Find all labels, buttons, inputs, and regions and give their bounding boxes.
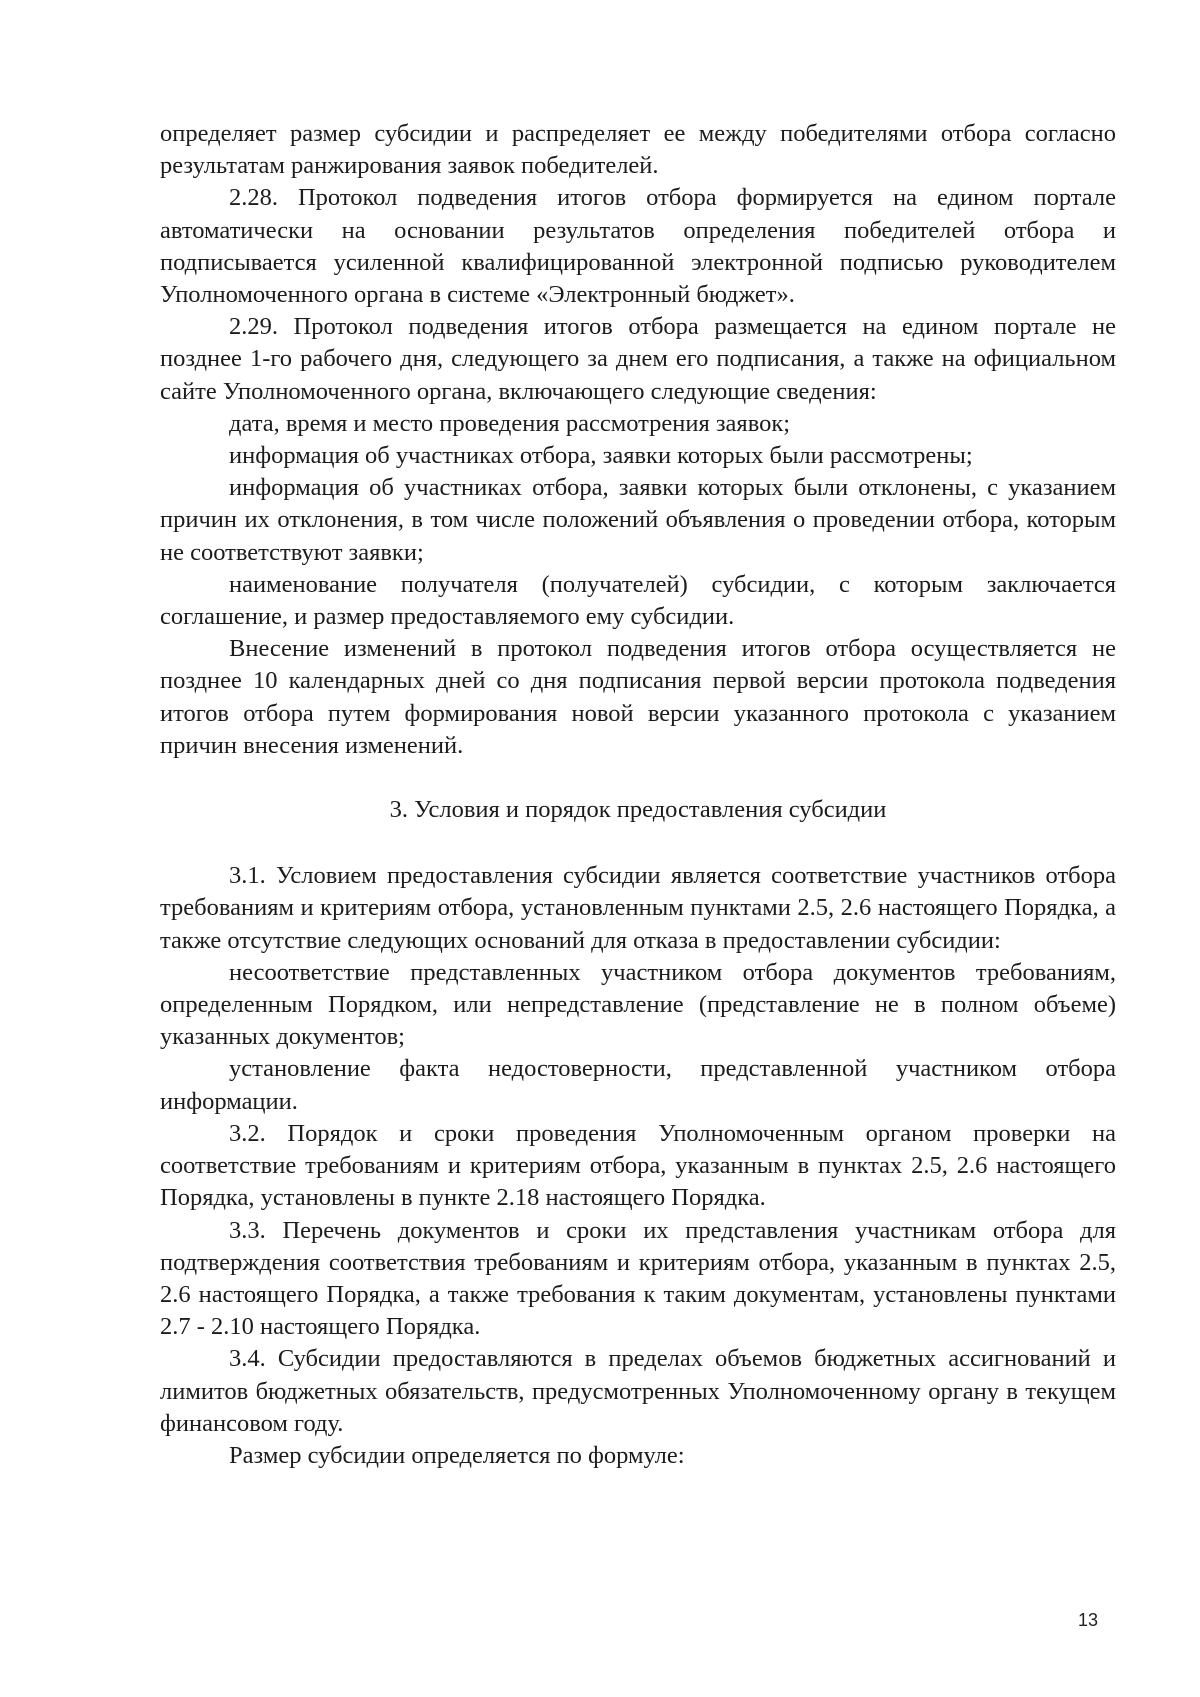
list-item: несоответствие представленных участником отбора документов требованиям, определенным Порядком, или непредставление (представление не в полном объеме) указанных документов; bbox=[160, 958, 1116, 1051]
list-item: информация об участниках отбора, заявки которых были рассмотрены; bbox=[229, 442, 973, 470]
paragraph: 3.2. Порядок и сроки проведения Уполномоченным органом проверки на соответствие требованиям и критериям отбора, указанным в пунктах 2.5, 2.6 настоящего Порядка, установлены в пункте 2.18 настоящего Порядка. bbox=[160, 1119, 1116, 1212]
list-item: дата, время и место проведения рассмотрения заявок; bbox=[229, 409, 791, 437]
paragraph: 3.3. Перечень документов и сроки их представления участникам отбора для подтверждения соответствия требованиям и критериям отбора, указанным в пунктах 2.5, 2.6 настоящего Порядка, а также требования к таким документам, установлены пунктами 2.7 - 2.10 настоящего Порядка. bbox=[160, 1216, 1116, 1341]
paragraph: 2.29. Протокол подведения итогов отбора размещается на едином портале не позднее 1-го рабочего дня, следующего за днем его подписания, а также на официальном сайте Уполномоченного органа, включающего следующие сведения: bbox=[160, 313, 1116, 405]
document-body bbox=[160, 118, 1116, 1472]
document-page bbox=[160, 118, 1116, 1472]
paragraph: Внесение изменений в протокол подведения итогов отбора осуществляется не позднее 10 календарных дней со дня подписания первой версии протокола подведения итогов отбора путем формирования новой версии указанного протокола с указанием причин внесения изменений. bbox=[160, 635, 1116, 759]
paragraph: 3.1. Условием предоставления субсидии является соответствие участников отбора требованиям и критериям отбора, установленным пунктами 2.5, 2.6 настоящего Порядка, а также отсутствие следующих оснований для отказа в предоставлении субсидии: bbox=[160, 862, 1116, 954]
list-item: информация об участниках отбора, заявки которых были отклонены, с указанием причин их отклонения, в том числе положений объявления о проведении отбора, которым не соответствуют заявки; bbox=[160, 474, 1116, 566]
list-item: установление факта недостоверности, представленной участником отбора информации. bbox=[160, 1055, 1116, 1115]
paragraph: 2.28. Протокол подведения итогов отбора формируется на едином портале автоматически на основании результатов определения победителей отбора и подписывается усиленной квалифицированной электронной подписью руководителем Уполномоченного органа в системе «Электронный бюджет». bbox=[160, 184, 1116, 309]
section-heading: 3. Условия и порядок предоставления субсидии bbox=[389, 796, 887, 824]
list-item: наименование получателя (получателей) субсидии, с которым заключается соглашение, и размер предоставляемого ему субсидии. bbox=[160, 570, 1116, 631]
page-number: 13 bbox=[1078, 1610, 1099, 1630]
paragraph: 3.4. Субсидии предоставляются в пределах объемов бюджетных ассигнований и лимитов бюджетных обязательств, предусмотренных Уполномоченному органу в текущем финансовом году. bbox=[160, 1345, 1116, 1437]
paragraph: определяет размер субсидии и распределяет ее между победителями отбора согласно результатам ранжирования заявок победителей. bbox=[160, 120, 1116, 180]
paragraph: Размер субсидии определяется по формуле: bbox=[229, 1441, 685, 1469]
